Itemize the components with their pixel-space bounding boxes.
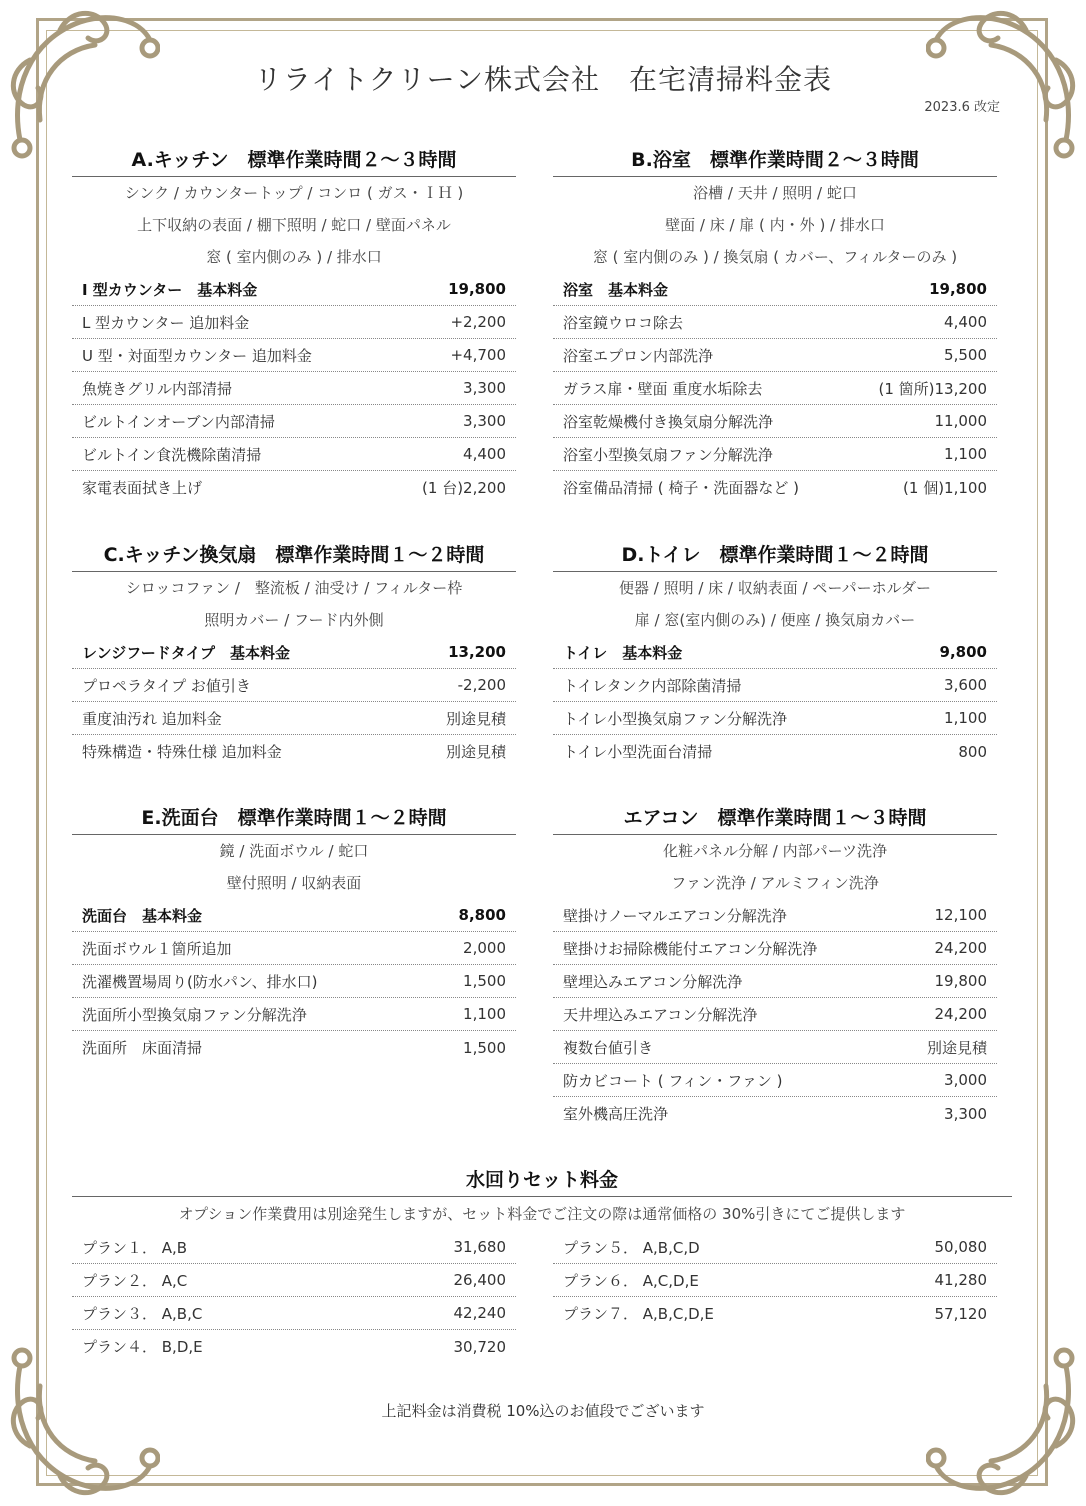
item-name: 洗面所 床面清掃 [82,1039,203,1057]
item-price: 24,200 [934,939,987,957]
plan-name: プラン４． B,D,E [82,1338,203,1356]
section-desc: シンク / カウンタートップ / コンロ ( ガス・ＩＨ ) [124,184,464,202]
section-kitchen [72,144,516,504]
plan-row [72,1231,516,1264]
page-title: リライトクリーン株式会社 在宅清掃料金表 [253,63,833,96]
item-price: (1 箇所)13,200 [878,379,987,398]
price-row [72,998,516,1031]
section-title: B.浴室 標準作業時間２～３時間 [553,144,997,177]
item-price: 4,400 [944,313,987,331]
item-name: ビルトインオーブン内部清掃 [82,412,275,431]
item-price: 1,100 [944,709,987,727]
section-desc: 浴槽 / 天井 / 照明 / 蛇口 [693,184,857,202]
revision-date: 2023.6 改定 [924,100,1000,115]
price-row [72,965,516,998]
plan-row [72,1297,516,1330]
price-row [553,438,997,471]
item-name: トイレ 基本料金 [563,643,683,662]
item-name: 壁掛けノーマルエアコン分解洗浄 [563,906,787,925]
section-title: D.トイレ 標準作業時間１～２時間 [553,539,997,572]
item-price: 9,800 [939,643,987,661]
plan-name: プラン５． A,B,C,D [563,1238,700,1257]
item-name: 壁埋込みエアコン分解洗浄 [563,972,743,991]
item-name: 浴室乾燥機付き換気扇分解洗浄 [563,412,774,431]
item-price: 19,800 [929,280,987,298]
price-row [553,702,997,735]
item-name: 洗濯機置場周り(防水パン、排水口) [82,972,318,991]
item-name: 浴室鏡ウロコ除去 [563,313,684,332]
price-row [72,372,516,405]
plan-price: 57,120 [934,1304,987,1323]
section-desc: ファン洗浄 / アルミフィン洗浄 [671,874,879,892]
plan-name: プラン２． A,C [82,1271,188,1290]
plan-name: プラン３． A,B,C [82,1304,203,1323]
section-title: C.キッチン換気扇 標準作業時間１～２時間 [72,539,516,572]
item-price: 1,500 [463,1038,506,1057]
price-row [553,405,997,438]
plan-name: プラン７． A,B,C,D,E [563,1305,714,1323]
price-row [553,735,997,768]
item-name: トイレ小型換気扇ファン分解洗浄 [563,709,787,728]
item-price: 3,300 [944,1104,987,1123]
item-price: (1 個)1,100 [903,479,987,497]
item-name: 浴室小型換気扇ファン分解洗浄 [563,445,773,464]
item-name: 魚焼きグリル内部清掃 [82,379,233,398]
section-desc: シロッコファン / 整流板 / 油受け / フィルター枠 [125,579,463,597]
plan-row [553,1231,997,1264]
price-row [553,1031,997,1064]
section-title: エアコン 標準作業時間１～３時間 [553,802,997,835]
set-note: オプション作業費用は別途発生しますが、セット料金でご注文の際は通常価格の 30%引きにてご提供します [178,1205,906,1223]
price-row [72,899,516,932]
price-row [553,965,997,998]
item-name: トイレタンク内部除菌清掃 [563,676,742,695]
item-price: 1,100 [463,1005,506,1023]
item-price: 19,800 [934,972,987,990]
item-name: 洗面台 基本料金 [82,906,203,925]
item-price: 800 [958,742,987,761]
section-desc: 壁付照明 / 収納表面 [226,874,362,892]
price-row [553,273,997,306]
section-bathroom [553,144,997,504]
section-desc: 窓 ( 室内側のみ ) / 換気扇 ( カバー、フィルターのみ ) [592,248,958,266]
section-title: E.洗面台 標準作業時間１～２時間 [72,802,516,835]
plan-price: 42,240 [453,1304,506,1322]
plan-price: 30,720 [453,1337,506,1356]
item-price: 13,200 [448,643,506,661]
price-row [553,339,997,372]
section-desc: 便器 / 照明 / 床 / 収納表面 / ペーパーホルダー [618,579,931,597]
item-name: レンジフードタイプ 基本料金 [82,643,291,662]
plan-price: 41,280 [934,1271,987,1289]
section-washbasin [72,802,516,1064]
price-row [553,1064,997,1097]
section-desc: 壁面 / 床 / 扉 ( 内・外 ) / 排水口 [665,216,885,234]
item-price: 4,400 [463,445,506,463]
price-row [553,471,997,504]
price-row [553,932,997,965]
item-price: 別途見積 [445,709,506,728]
section-desc: 鏡 / 洗面ボウル / 蛇口 [219,842,369,860]
section-desc: 窓 ( 室内側のみ ) / 排水口 [206,248,382,266]
plan-price: 31,680 [453,1238,506,1256]
plan-row [553,1264,997,1297]
item-name: 防カビコート ( フィン・ファン ) [563,1071,783,1090]
item-name: I 型カウンター 基本料金 [82,280,258,299]
price-row [553,899,997,932]
item-price: 11,000 [934,412,987,430]
price-row [72,339,516,372]
item-price: 8,800 [458,906,506,924]
item-price: 5,500 [944,346,987,364]
section-desc: 照明カバー / フード内外側 [204,611,384,629]
item-price: 2,000 [463,939,506,957]
item-price: (1 台)2,200 [422,479,506,497]
section-toilet [553,539,997,768]
plan-row [553,1297,997,1330]
plan-name: プラン１． A,B [82,1238,188,1257]
plan-name: プラン６． A,C,D,E [563,1271,699,1290]
item-name: 浴室 基本料金 [563,280,669,299]
price-row [72,636,516,669]
price-row [72,471,516,504]
item-name: 洗面ボウル１箇所追加 [82,939,232,958]
item-price: 3,000 [944,1071,987,1089]
item-price: 19,800 [448,280,506,298]
price-row [553,372,997,405]
plan-row [72,1264,516,1297]
section-title: A.キッチン 標準作業時間２～３時間 [72,144,516,177]
item-name: 天井埋込みエアコン分解洗浄 [563,1005,758,1024]
price-row [72,273,516,306]
item-price: 12,100 [934,906,987,924]
item-name: トイレ小型洗面台清掃 [563,743,713,761]
item-price: 3,300 [463,412,506,430]
price-row [553,998,997,1031]
item-name: 浴室備品清掃 ( 椅子・洗面器など ) [563,479,800,497]
item-name: 洗面所小型換気扇ファン分解洗浄 [82,1005,307,1024]
section-desc: 上下収納の表面 / 棚下照明 / 蛇口 / 壁面パネル [137,216,451,234]
item-price: -2,200 [457,676,506,694]
section-set-plans [72,1164,1012,1371]
price-row [72,405,516,438]
item-name: 室外機高圧洗浄 [563,1105,669,1123]
item-price: +4,700 [450,346,506,364]
price-row [553,1097,997,1130]
item-name: ガラス扉・壁面 重度水垢除去 [563,379,763,398]
item-price: 別途見積 [926,1038,987,1057]
tax-note: 上記料金は消費税 10%込のお値段でございます [381,1402,705,1420]
price-row [553,306,997,339]
plan-price: 50,080 [934,1238,987,1256]
plan-row [72,1330,516,1363]
section-kitchen-fan [72,539,516,768]
item-price: 3,300 [463,379,506,397]
price-row [72,702,516,735]
item-name: 浴室エプロン内部洗浄 [563,346,714,365]
section-desc: 扉 / 窓(室内側のみ) / 便座 / 換気扇カバー [634,611,916,629]
section-title: 水回りセット料金 [72,1164,1012,1197]
price-row [72,306,516,339]
item-price: 別途見積 [445,743,506,761]
item-name: 複数台値引き [563,1038,654,1057]
item-price: 1,100 [944,445,987,463]
price-row [553,669,997,702]
price-row [553,636,997,669]
item-name: U 型・対面型カウンター 追加料金 [82,346,312,365]
item-price: 24,200 [934,1005,987,1023]
item-name: 特殊構造・特殊仕様 追加料金 [82,743,282,761]
price-row [72,669,516,702]
price-row [72,1031,516,1064]
item-price: +2,200 [450,313,506,331]
item-name: プロペラタイプ お値引き [82,676,251,695]
section-aircon [553,802,997,1130]
item-name: L 型カウンター 追加料金 [82,313,250,332]
item-price: 3,600 [944,676,987,694]
item-name: ビルトイン食洗機除菌清掃 [82,445,262,464]
item-name: 壁掛けお掃除機能付エアコン分解洗浄 [563,939,818,958]
section-desc: 化粧パネル分解 / 内部パーツ洗浄 [663,842,887,860]
plan-price: 26,400 [453,1271,506,1289]
item-price: 1,500 [463,972,506,990]
item-name: 重度油汚れ 追加料金 [82,709,222,728]
price-row [72,438,516,471]
price-row [72,932,516,965]
price-row [72,735,516,768]
item-name: 家電表面拭き上げ [82,479,203,497]
